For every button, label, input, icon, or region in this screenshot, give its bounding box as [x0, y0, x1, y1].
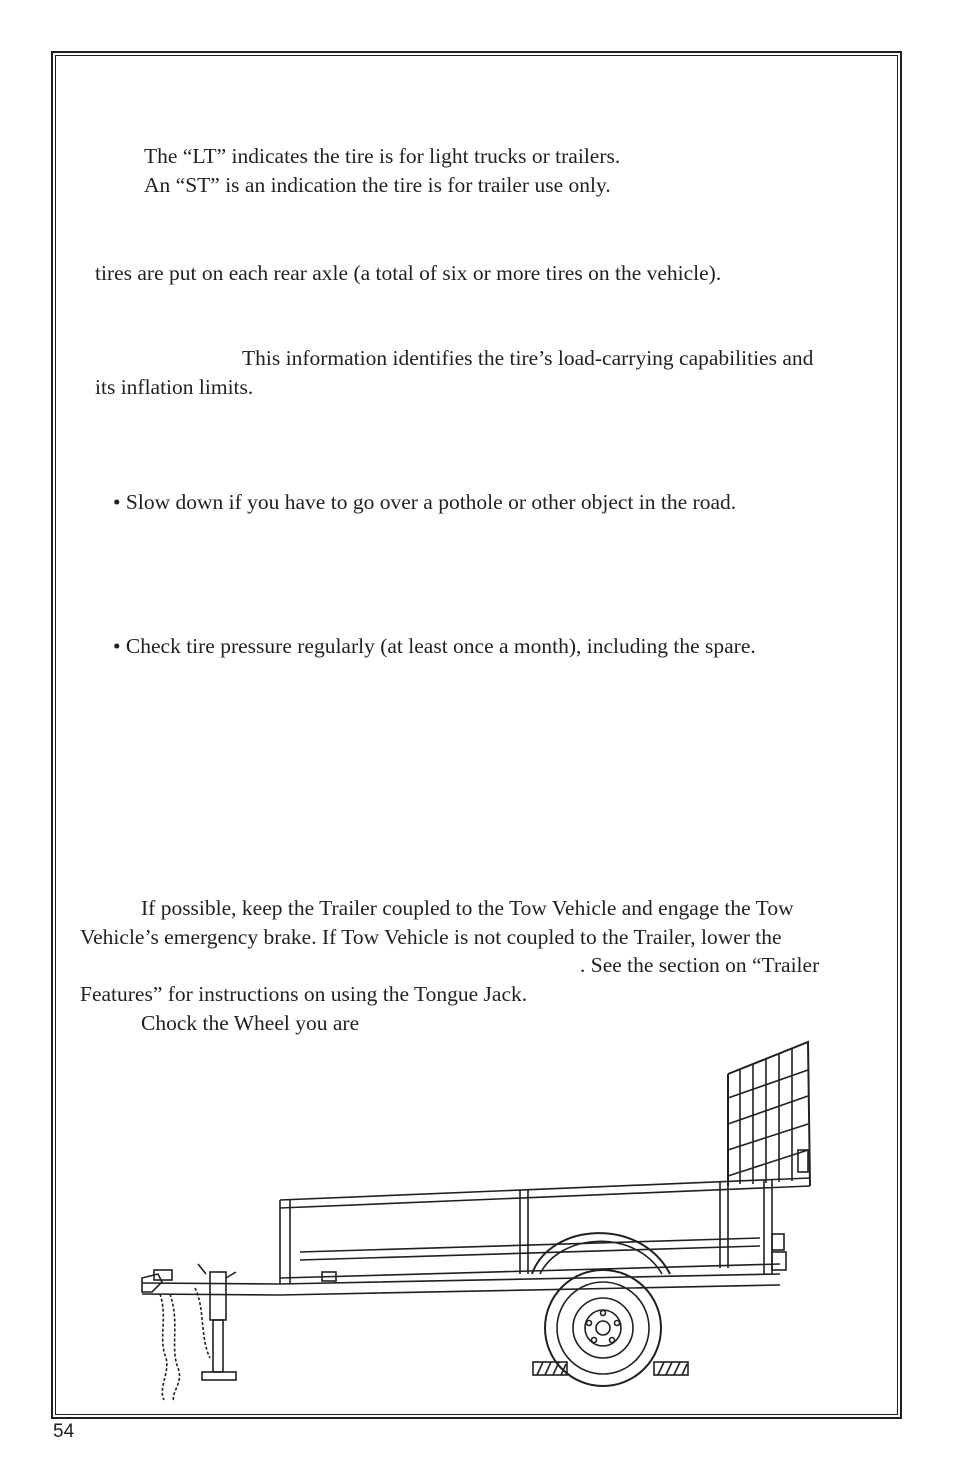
- step2-text-1: Chock the Wheel you are: [141, 1011, 360, 1035]
- ramp-gate: [728, 1042, 810, 1186]
- wheel: [545, 1270, 661, 1386]
- step1-text-4: Features” for instructions on using the Tongue Jack.: [80, 982, 528, 1006]
- tongue-jack: [198, 1264, 236, 1380]
- load-info-text-1: This information identifies the tire’s load-carrying capabilities and: [242, 346, 814, 370]
- lt-definition: The “LT” indicates the tire is for light trucks or trailers.: [144, 144, 621, 168]
- bullet-slow-down: • Slow down if you have to go over a pothole or other object in the road.: [113, 490, 737, 514]
- page-number: 54: [53, 1421, 75, 1442]
- step1-text-3: . See the section on “Trailer: [580, 953, 820, 977]
- step1-text-1: If possible, keep the Trailer coupled to the Tow Vehicle and engage the Tow: [141, 896, 794, 920]
- load-info-text-2: its inflation limits.: [95, 375, 254, 399]
- trailer-illustration: [140, 1038, 820, 1408]
- st-definition: An “ST” is an indication the tire is for trailer use only.: [144, 173, 611, 197]
- step1-text-2: Vehicle’s emergency brake. If Tow Vehicle is not coupled to the Trailer, lower the: [80, 925, 782, 949]
- wheel-chock-rear: [654, 1362, 688, 1375]
- bullet-check-pressure: • Check tire pressure regularly (at least once a month), including the spare.: [113, 634, 756, 658]
- dual-tires-text: tires are put on each rear axle (a total of six or more tires on the vehicle).: [95, 261, 722, 285]
